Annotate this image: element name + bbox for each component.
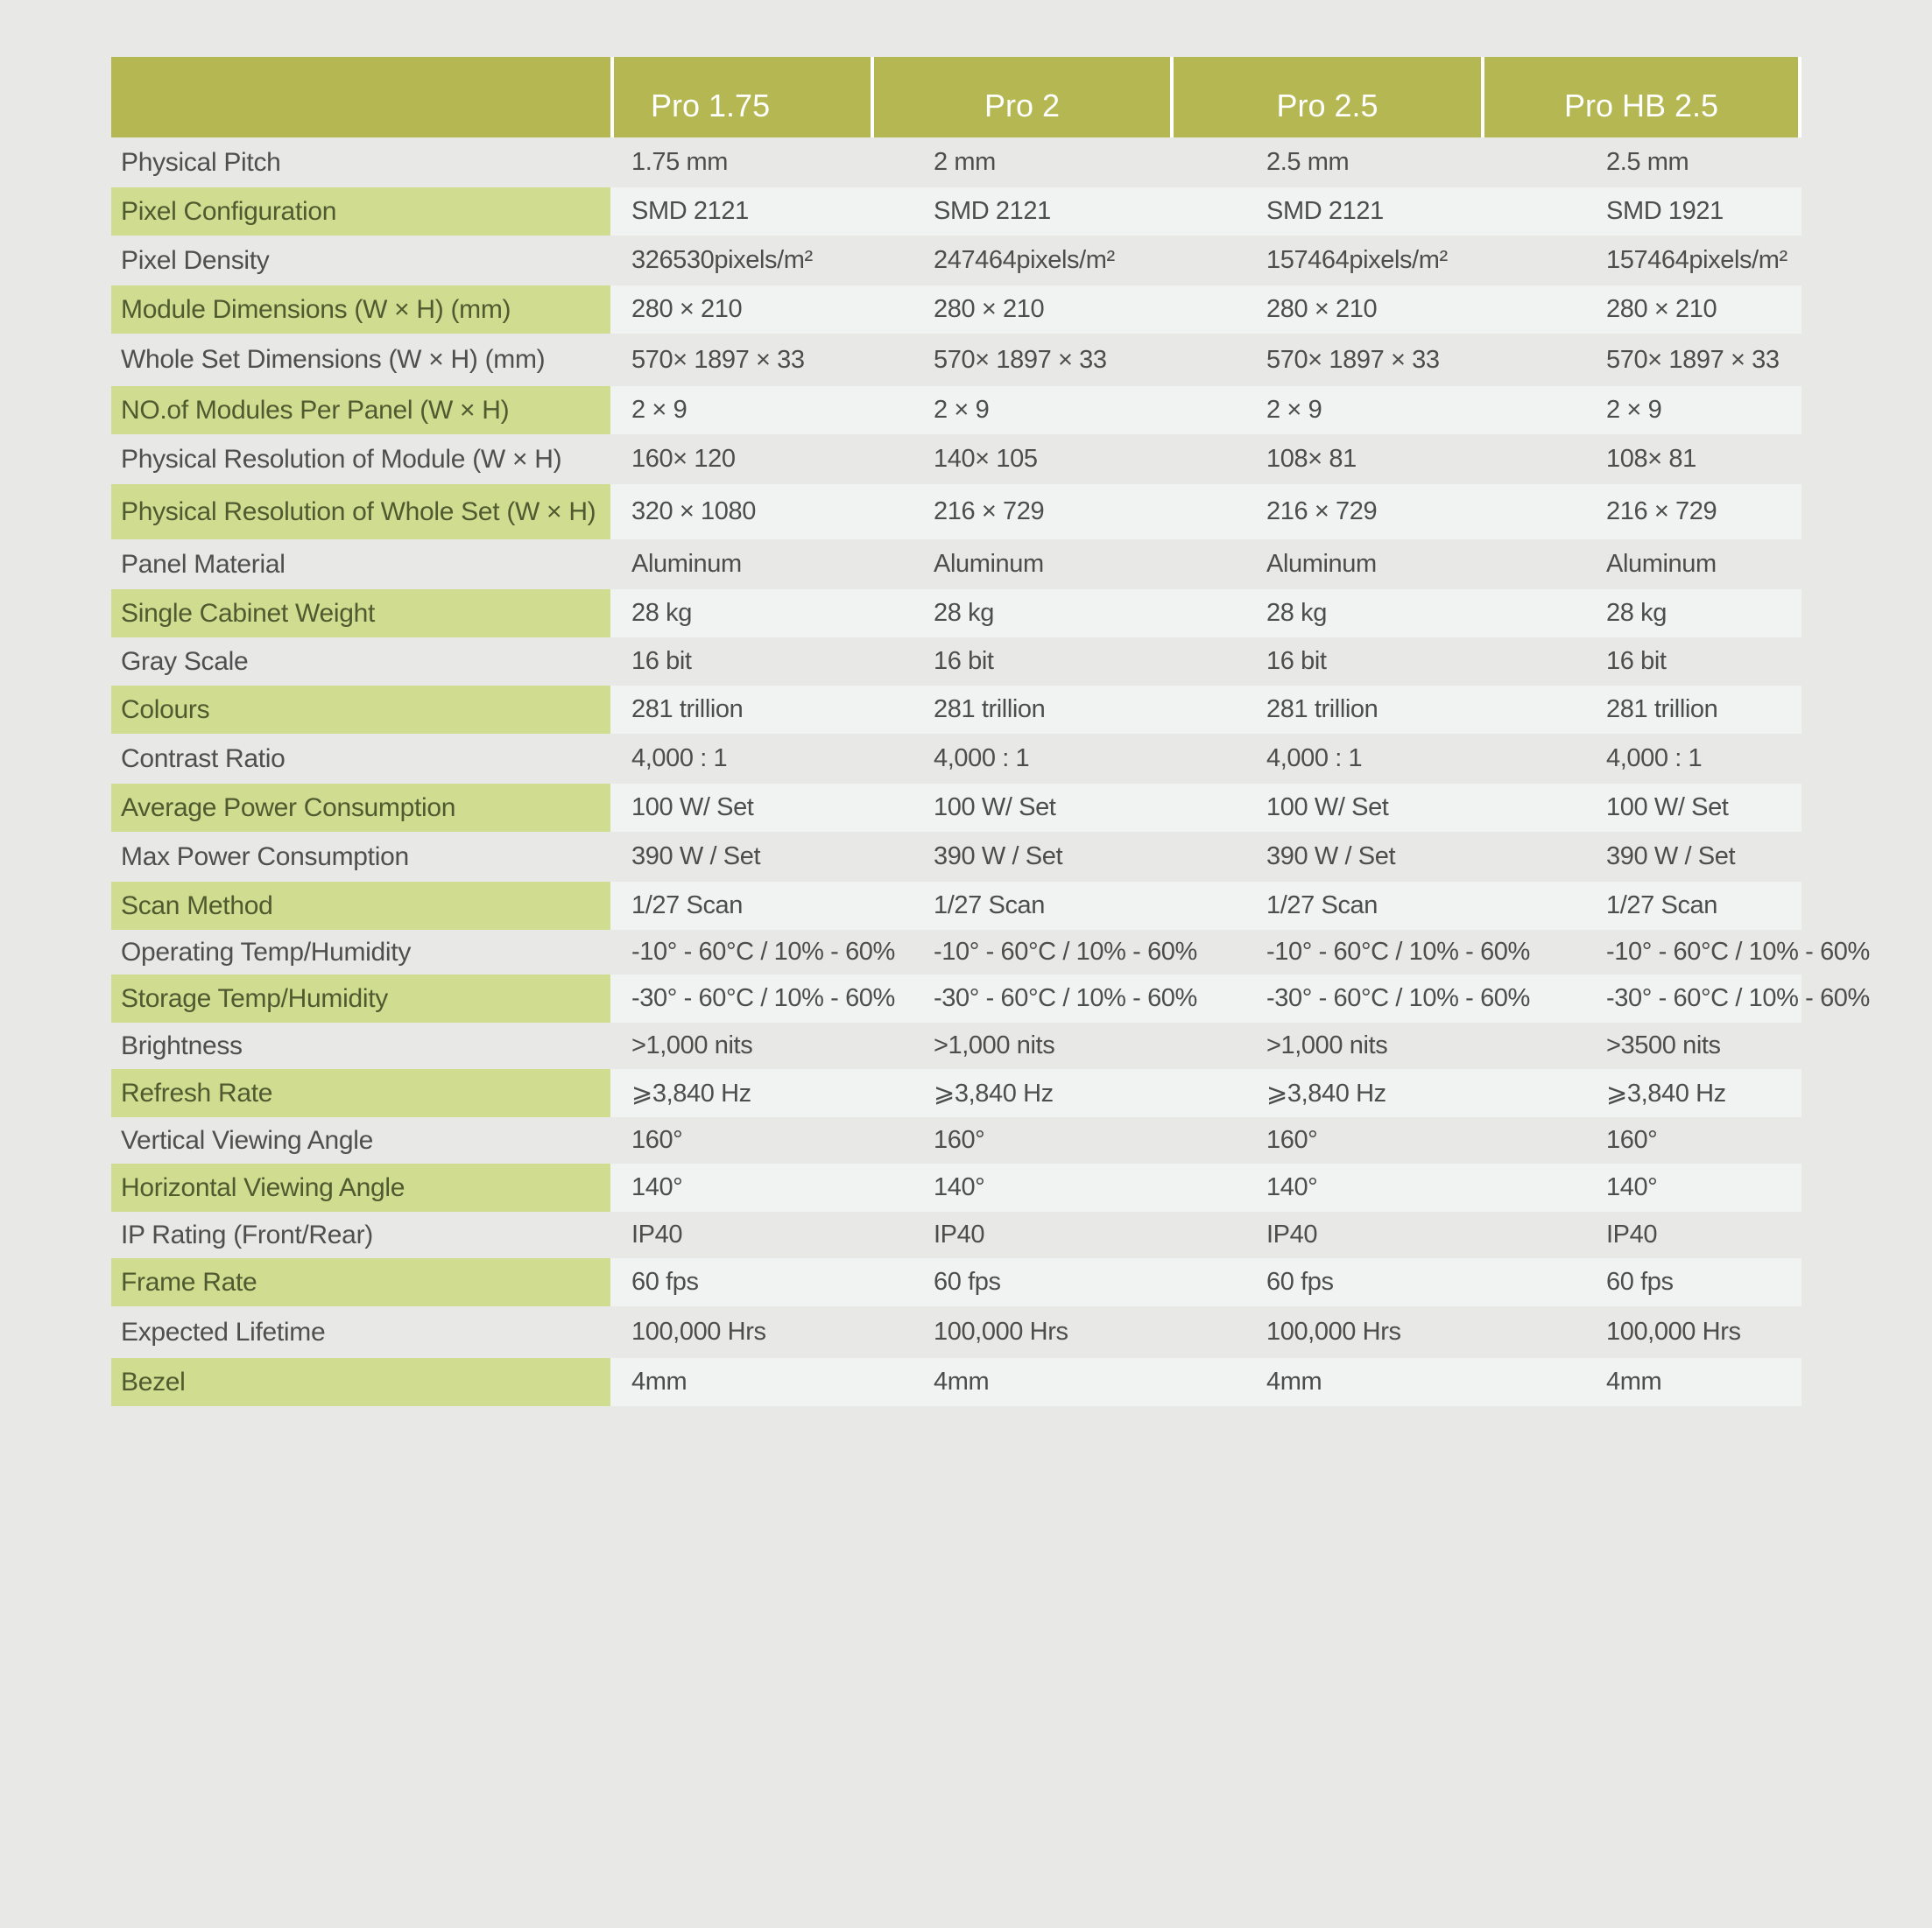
row-label: NO.of Modules Per Panel (W × H) — [111, 386, 610, 434]
row-label: Whole Set Dimensions (W × H) (mm) — [121, 345, 546, 374]
row-value: 281 trillion — [631, 695, 744, 723]
table-row — [111, 236, 1802, 285]
row-value: 2.5 mm — [1606, 148, 1689, 176]
row-value: 2 × 9 — [934, 396, 990, 424]
row-value: 28 kg — [1606, 599, 1667, 627]
row-value: -10° - 60°C / 10% - 60% — [631, 938, 895, 966]
row-value: 2 × 9 — [631, 396, 687, 424]
row-value: 2 mm — [934, 148, 996, 176]
row-label: Colours — [111, 686, 610, 734]
table-row — [111, 434, 1802, 484]
row-value: Aluminum — [1266, 550, 1377, 578]
table-row — [111, 784, 1802, 832]
column-header-pro-1-75: Pro 1.75 — [610, 57, 871, 137]
row-value: 216 × 729 — [1606, 497, 1717, 525]
spec-table — [111, 57, 1870, 1406]
row-value: SMD 2121 — [1266, 197, 1384, 225]
table-row — [111, 484, 1802, 539]
row-value: 4mm — [631, 1368, 687, 1396]
row-value: 100,000 Hrs — [1606, 1318, 1741, 1346]
row-label: Bezel — [111, 1358, 610, 1406]
row-value: 16 bit — [631, 647, 692, 675]
row-value: 60 fps — [631, 1268, 699, 1296]
table-row — [111, 137, 1802, 187]
table-row — [111, 930, 1870, 975]
row-label: Single Cabinet Weight — [111, 589, 610, 637]
row-value: 247464pixels/m² — [934, 246, 1115, 274]
row-value: 100 W/ Set — [1606, 793, 1729, 821]
row-value: 570× 1897 × 33 — [631, 345, 805, 374]
row-value: 157464pixels/m² — [1266, 246, 1448, 274]
row-value: 1/27 Scan — [1266, 891, 1378, 919]
table-header-row — [111, 57, 1802, 137]
row-value: 281 trillion — [1266, 695, 1378, 723]
row-value: 570× 1897 × 33 — [1606, 345, 1780, 374]
row-label: Module Dimensions (W × H) (mm) — [111, 285, 610, 334]
row-label: Physical Resolution of Module (W × H) — [121, 444, 562, 474]
row-value: 390 W / Set — [1606, 842, 1736, 870]
row-value: 16 bit — [1606, 647, 1667, 675]
row-value: IP40 — [1266, 1221, 1318, 1249]
table-row — [111, 1069, 1802, 1117]
row-value: 100,000 Hrs — [1266, 1318, 1401, 1346]
row-label: Frame Rate — [111, 1258, 610, 1306]
row-value: 216 × 729 — [934, 497, 1045, 525]
row-value: 108× 81 — [1266, 445, 1357, 473]
row-value: 4mm — [934, 1368, 990, 1396]
row-value: 1/27 Scan — [631, 891, 743, 919]
row-label: Brightness — [121, 1031, 243, 1060]
row-value: 140° — [1606, 1173, 1658, 1201]
row-value: 570× 1897 × 33 — [1266, 345, 1440, 374]
row-value: 390 W / Set — [1266, 842, 1396, 870]
row-value: 281 trillion — [1606, 695, 1718, 723]
row-value: 2.5 mm — [1266, 148, 1350, 176]
row-value: 2 × 9 — [1606, 396, 1662, 424]
row-value: >1,000 nits — [934, 1031, 1055, 1059]
row-value: 1/27 Scan — [1606, 891, 1717, 919]
row-value: 16 bit — [1266, 647, 1327, 675]
row-value: 320 × 1080 — [631, 497, 756, 525]
row-label: Max Power Consumption — [121, 841, 409, 871]
row-value: 108× 81 — [1606, 445, 1696, 473]
row-value: 140× 105 — [934, 445, 1038, 473]
row-label: Operating Temp/Humidity — [121, 937, 412, 967]
row-value: 216 × 729 — [1266, 497, 1378, 525]
row-value: IP40 — [631, 1221, 683, 1249]
row-value: 60 fps — [1606, 1268, 1674, 1296]
table-row — [111, 975, 1870, 1023]
row-value: 28 kg — [631, 599, 692, 627]
row-value: SMD 2121 — [934, 197, 1051, 225]
row-label: Physical Pitch — [121, 147, 281, 177]
row-value: IP40 — [934, 1221, 985, 1249]
row-value: 1/27 Scan — [934, 891, 1045, 919]
row-value: -30° - 60°C / 10% - 60% — [631, 984, 895, 1012]
row-label: Pixel Configuration — [111, 187, 610, 236]
column-header-pro-hb-2-5: Pro HB 2.5 — [1481, 57, 1802, 137]
row-value: 60 fps — [934, 1268, 1001, 1296]
row-label: Horizontal Viewing Angle — [111, 1164, 610, 1212]
row-value: 390 W / Set — [934, 842, 1063, 870]
table-row — [111, 334, 1802, 386]
row-value: 4,000 : 1 — [1266, 744, 1363, 772]
row-value: 4,000 : 1 — [1606, 744, 1703, 772]
row-value: 140° — [1266, 1173, 1318, 1201]
row-value: 570× 1897 × 33 — [934, 345, 1107, 374]
row-value: >1,000 nits — [631, 1031, 753, 1059]
row-label: Panel Material — [121, 549, 286, 579]
row-value: SMD 1921 — [1606, 197, 1724, 225]
row-value: ⩾3,840 Hz — [934, 1080, 1054, 1108]
row-label: Refresh Rate — [111, 1069, 610, 1117]
row-value: Aluminum — [631, 550, 742, 578]
row-value: -10° - 60°C / 10% - 60% — [934, 938, 1197, 966]
row-value: 280 × 210 — [1606, 295, 1717, 323]
row-value: 28 kg — [934, 599, 994, 627]
table-body — [111, 137, 1870, 1406]
row-value: 60 fps — [1266, 1268, 1334, 1296]
row-value: -10° - 60°C / 10% - 60% — [1266, 938, 1530, 966]
row-value: Aluminum — [934, 550, 1044, 578]
table-row — [111, 187, 1802, 236]
row-value: IP40 — [1606, 1221, 1658, 1249]
row-value: -30° - 60°C / 10% - 60% — [934, 984, 1197, 1012]
row-value: -30° - 60°C / 10% - 60% — [1266, 984, 1530, 1012]
row-value: 326530pixels/m² — [631, 246, 813, 274]
table-row — [111, 1164, 1802, 1212]
row-label: Expected Lifetime — [121, 1317, 326, 1347]
row-value: 28 kg — [1266, 599, 1327, 627]
row-value: SMD 2121 — [631, 197, 749, 225]
row-value: ⩾3,840 Hz — [631, 1080, 751, 1108]
row-value: 1.75 mm — [631, 148, 729, 176]
row-value: 4mm — [1266, 1368, 1322, 1396]
row-label: Physical Resolution of Whole Set (W × H) — [111, 484, 610, 539]
table-row — [111, 832, 1802, 882]
row-value: 160° — [1606, 1126, 1658, 1154]
row-value: 4mm — [1606, 1368, 1662, 1396]
row-value: 16 bit — [934, 647, 994, 675]
row-value: 160× 120 — [631, 445, 736, 473]
column-header-empty — [111, 57, 610, 137]
table-row — [111, 539, 1802, 589]
table-row — [111, 1306, 1802, 1358]
row-label: Pixel Density — [121, 245, 270, 275]
row-value: -30° - 60°C / 10% - 60% — [1606, 984, 1870, 1012]
row-value: 4,000 : 1 — [631, 744, 728, 772]
row-value: 4,000 : 1 — [934, 744, 1030, 772]
table-row — [111, 1023, 1802, 1069]
row-label: Average Power Consumption — [111, 784, 610, 832]
row-value: 140° — [631, 1173, 683, 1201]
table-row — [111, 686, 1802, 734]
row-value: 280 × 210 — [934, 295, 1045, 323]
row-value: Aluminum — [1606, 550, 1717, 578]
row-value: 100,000 Hrs — [934, 1318, 1068, 1346]
row-value: 280 × 210 — [631, 295, 743, 323]
row-value: 160° — [1266, 1126, 1318, 1154]
column-header-pro-2: Pro 2 — [871, 57, 1170, 137]
row-label: Storage Temp/Humidity — [111, 975, 610, 1023]
table-row — [111, 589, 1802, 637]
table-row — [111, 285, 1802, 334]
row-label: IP Rating (Front/Rear) — [121, 1220, 373, 1249]
row-value: 100 W/ Set — [1266, 793, 1389, 821]
row-value: ⩾3,840 Hz — [1266, 1080, 1386, 1108]
row-value: 160° — [934, 1126, 985, 1154]
table-row — [111, 734, 1802, 784]
table-row — [111, 882, 1802, 930]
table-row — [111, 1117, 1802, 1164]
row-value: 281 trillion — [934, 695, 1046, 723]
row-value: 160° — [631, 1126, 683, 1154]
row-value: 100,000 Hrs — [631, 1318, 766, 1346]
row-value: >1,000 nits — [1266, 1031, 1388, 1059]
table-row — [111, 1258, 1802, 1306]
column-header-pro-2-5: Pro 2.5 — [1170, 57, 1481, 137]
row-label: Scan Method — [111, 882, 610, 930]
table-row — [111, 1212, 1802, 1258]
row-value: 280 × 210 — [1266, 295, 1378, 323]
row-value: -10° - 60°C / 10% - 60% — [1606, 938, 1870, 966]
row-value: 100 W/ Set — [934, 793, 1056, 821]
row-value: 140° — [934, 1173, 985, 1201]
row-value: 100 W/ Set — [631, 793, 754, 821]
row-value: 157464pixels/m² — [1606, 246, 1787, 274]
row-label: Gray Scale — [121, 646, 249, 676]
table-row — [111, 637, 1802, 686]
row-value: >3500 nits — [1606, 1031, 1721, 1059]
row-label: Vertical Viewing Angle — [121, 1125, 374, 1155]
table-row — [111, 386, 1802, 434]
table-row — [111, 1358, 1802, 1406]
row-label: Contrast Ratio — [121, 743, 286, 773]
row-value: 2 × 9 — [1266, 396, 1322, 424]
row-value: 390 W / Set — [631, 842, 761, 870]
row-value: ⩾3,840 Hz — [1606, 1080, 1726, 1108]
